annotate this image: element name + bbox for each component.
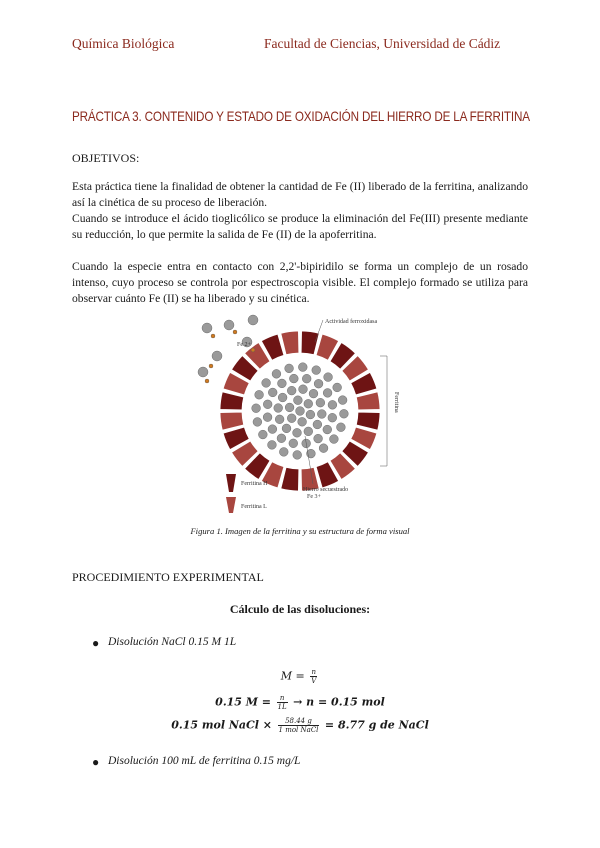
ferritin-figure: [195, 314, 410, 519]
eq2-den: 1L: [277, 703, 287, 711]
iron-atom: [272, 369, 281, 378]
iron-atom: [262, 379, 271, 388]
iron-atom: [255, 390, 264, 399]
page-title: PRÁCTICA 3. CONTENIDO Y ESTADO DE OXIDACIÓN DEL HIERRO DE LA FERRITINA: [72, 109, 530, 124]
eq2-num: n: [277, 694, 288, 703]
ferritin-subunit: [301, 331, 319, 355]
iron-atom: [323, 425, 332, 434]
iron-atom: [328, 413, 337, 422]
iron-atom: [275, 415, 284, 424]
ferritin-subunit: [281, 467, 299, 491]
ferritin-subunit: [220, 392, 244, 410]
eq3-lhs: 0.15 mol NaCl ×: [171, 718, 273, 732]
eq1-num: n: [311, 668, 316, 676]
objetivos-heading: OBJETIVOS:: [72, 151, 140, 165]
iron-atom: [263, 413, 272, 422]
iron-atom: [252, 404, 261, 413]
iron-atom: [328, 400, 337, 409]
label-fe2: Fe 2+: [237, 342, 251, 348]
calculo-heading: Cálculo de las disoluciones:: [229, 602, 371, 616]
iron-atom: [314, 379, 323, 388]
iron-atom: [289, 439, 298, 448]
ferritin-subunit: [220, 412, 244, 430]
free-iron-atom: [202, 323, 212, 333]
iron-atom: [298, 417, 307, 426]
small-atom: [211, 334, 215, 338]
eq2-lhs: 0.15 M =: [215, 695, 272, 709]
iron-atom: [317, 410, 326, 419]
iron-atom: [337, 423, 346, 432]
iron-atom: [338, 396, 347, 405]
legend-label-ferritina-h: Ferritina H: [241, 481, 268, 487]
label-actividad: Actividad ferroxidasa: [325, 319, 378, 325]
iron-atom: [312, 366, 321, 375]
iron-atom: [287, 414, 296, 423]
label-hierro: Hierro secuestrado: [303, 487, 349, 493]
equation-mass: [72, 717, 528, 734]
free-iron-atom: [224, 320, 234, 330]
eq2-rhs: → n = 0.15 mol: [293, 695, 385, 709]
eq3-num: 58.44 g: [278, 717, 320, 726]
eq1-fraction: [310, 668, 317, 685]
ferritin-subunit: [356, 392, 380, 410]
iron-atom: [285, 364, 294, 373]
ferritin-subunit: [356, 412, 380, 430]
iron-atom: [314, 434, 323, 443]
iron-atom: [323, 388, 332, 397]
header-subject: Química Biológica: [72, 36, 175, 51]
procedimiento-heading: PROCEDIMIENTO EXPERIMENTAL: [72, 570, 264, 584]
header-institution: Facultad de Ciencias, Universidad de Cádiz: [264, 36, 501, 51]
iron-atom: [278, 393, 287, 402]
iron-atom: [306, 410, 315, 419]
free-iron-atom: [212, 351, 222, 361]
objetivos-paragraph-3: Cuando la especie entra en contacto con 2,2'-bipiridilo se forma un complejo de un rosado intenso, cuyo proceso se controla por espectroscopia visible. El complejo formado se utiliza para observar cuánto Fe (II) se ha liberado y su cinética.: [72, 260, 528, 305]
iron-atom: [268, 425, 277, 434]
small-atom: [251, 348, 255, 352]
bullet-ferritina: Disolución 100 mL de ferritina 0.15 mg/L: [108, 755, 301, 767]
iron-atom: [263, 400, 272, 409]
objetivos-paragraph-1: Esta práctica tiene la finalidad de obtener la cantidad de Fe (II) liberado de la ferritina, analizando así la cinética de su proceso de liberación.: [72, 180, 528, 209]
free-iron-atom: [198, 367, 208, 377]
legend-swatch-ferritina-h: [226, 474, 236, 492]
iron-atom: [253, 418, 262, 427]
iron-atom: [293, 396, 302, 405]
figure-caption: Figura 1. Imagen de la ferritina y su estructura de forma visual: [190, 526, 410, 536]
small-atom: [205, 379, 209, 383]
iron-core: [252, 363, 349, 460]
iron-atom: [302, 374, 311, 383]
equation-molarity: [72, 668, 528, 685]
iron-atom: [304, 399, 313, 408]
iron-atom: [285, 403, 294, 412]
label-ferritina: Ferritina: [393, 392, 399, 413]
eq3-fraction: [278, 717, 320, 734]
equation-moles: [72, 694, 528, 711]
iron-atom: [340, 409, 349, 418]
eq2-fraction: [277, 694, 288, 711]
iron-atom: [287, 386, 296, 395]
iron-atom: [258, 430, 267, 439]
bullet-nacl: Disolución NaCl 0.15 M 1L: [108, 636, 237, 648]
iron-atom: [268, 440, 277, 449]
iron-atom: [329, 435, 338, 444]
small-atom: [233, 330, 237, 334]
eq3-rhs: = 8.77 g de NaCl: [324, 718, 429, 732]
iron-atom: [296, 407, 305, 416]
eq1-den: V: [311, 677, 317, 685]
iron-atom: [277, 434, 286, 443]
iron-atom: [282, 424, 291, 433]
bullet-marker-2: ●: [92, 755, 100, 769]
legend-swatch-ferritina-l: [226, 497, 236, 513]
objetivos-paragraph-2: Cuando se introduce el ácido tioglicólico se produce la eliminación del Fe(III) presente mediante su reducción, lo que permite la salida de Fe (II) de la apoferritina.: [72, 212, 528, 241]
bullet-marker-1: ●: [92, 636, 100, 650]
small-atom: [209, 364, 213, 368]
iron-atom: [289, 374, 298, 383]
iron-atom: [299, 385, 308, 394]
iron-atom: [298, 363, 307, 372]
iron-atom: [293, 428, 302, 437]
iron-atom: [313, 420, 322, 429]
ferritin-subunit: [281, 331, 299, 355]
iron-atom: [309, 389, 318, 398]
iron-atom: [279, 448, 288, 457]
label-fe3: Fe 3+: [307, 494, 321, 500]
iron-atom: [316, 398, 325, 407]
iron-atom: [277, 379, 286, 388]
iron-atom: [274, 404, 283, 413]
iron-atom: [333, 383, 342, 392]
iron-atom: [304, 427, 313, 436]
free-iron-atom: [248, 315, 258, 325]
iron-atom: [319, 444, 328, 453]
iron-atom: [268, 388, 277, 397]
ferritin-diagram: [195, 314, 410, 519]
iron-atom: [293, 451, 302, 460]
legend-label-ferritina-l: Ferritina L: [241, 504, 267, 510]
eq3-den: 1 mol NaCl: [278, 726, 319, 734]
eq1-lhs: M =: [280, 669, 305, 683]
iron-atom: [324, 373, 333, 382]
